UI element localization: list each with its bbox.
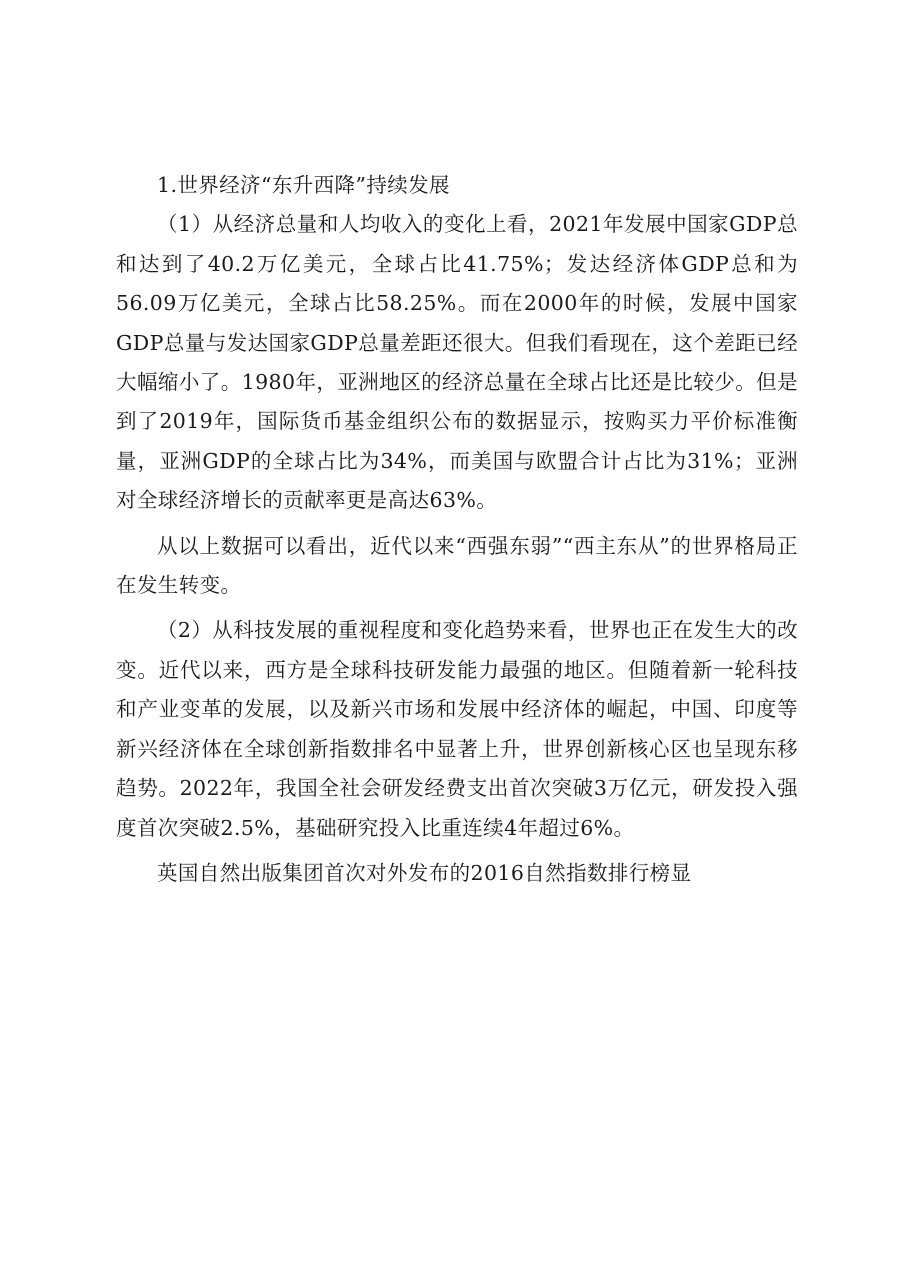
- paragraph-technology: （2）从科技发展的重视程度和变化趋势来看，世界也正在发生大的改变。近代以来，西方是全球科技研发能力最强的地区。但随着新一轮科技和产业变革的发展，以及新兴市场和发展中经济体的崛起，中国、印度等新兴经济体在全球创新指数排名中显著上升，世界创新核心区也呈现东移趋势。2022年，我国全社会研发经费支出首次突破3万亿元，研发投入强度首次突破2.5%，基础研究投入比重连续4年超过6%。: [116, 618, 798, 840]
- paragraph-nature-index: 英国自然出版集团首次对外发布的2016自然指数排行榜显: [157, 860, 692, 885]
- section-heading: 1.世界经济“东升西降”持续发展: [157, 173, 450, 197]
- paragraph-conclusion: 从以上数据可以看出，近代以来“西强东弱”“西主东从”的世界格局正在发生转变。: [116, 533, 798, 598]
- paragraph-economic-total: （1）从经济总量和人均收入的变化上看，2021年发展中国家GDP总和达到了40.2万亿美元，全球占比41.75%；发达经济体GDP总和为56.09万亿美元，全球占比58.25%。而在2000年的时候，发展中国家GDP总量与发达国家GDP总量差距还很大。但我们看现在，这个差距已经大幅缩小了。1980年，亚洲地区的经济总量在全球占比还是比较少。但是到了2019年，国际货币基金组织公布的数据显示，按购买力平价标准衡量，亚洲GDP的全球占比为34%，而美国与欧盟合计占比为31%；亚洲对全球经济增长的贡献率更是高达63%。: [116, 212, 798, 513]
- document-body: [116, 166, 798, 893]
